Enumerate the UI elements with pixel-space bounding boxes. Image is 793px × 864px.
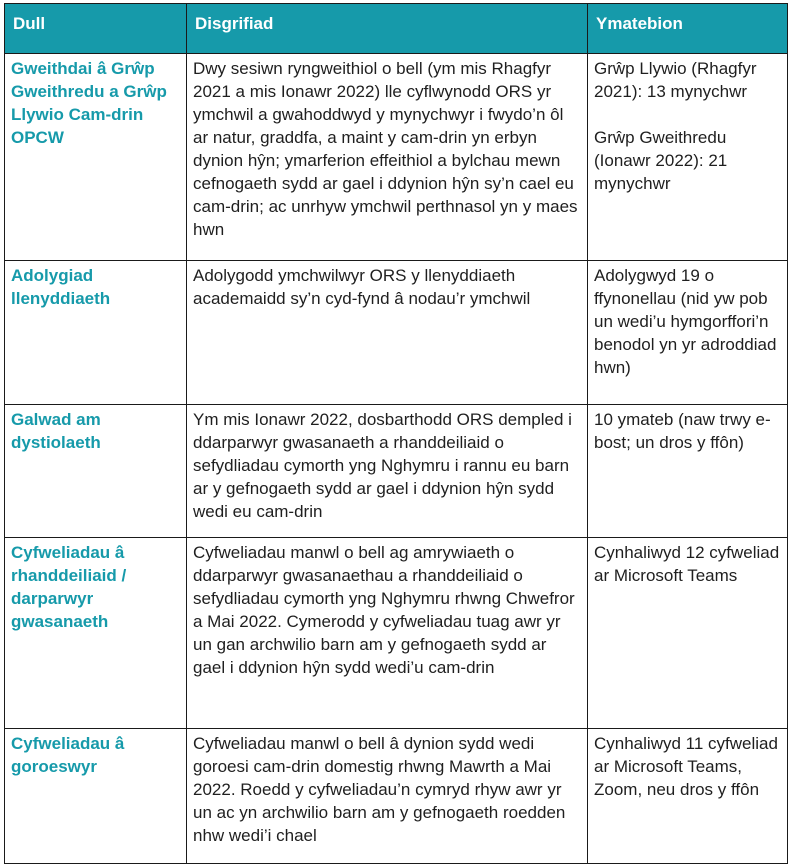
responses-cell: [588, 54, 788, 261]
response-text: Grŵp Gweithredu (Ionawr 2022): 21 mynychwr: [594, 128, 728, 193]
description-cell: Cyfweliadau manwl o bell ag amrywiaeth o ddarparwyr gwasanaethau a rhanddeiliaid o sefydliadau cymorth yng Nghymru rhwng Chwefror a Mai 2022. Cymerodd y cyfweliadau tuag awr yr un gan archwilio barn am y gefnogaeth sydd ar gael i ddynion hŷn sydd wedi’u cam-drin: [187, 538, 588, 729]
table-row: [5, 405, 788, 538]
header-responses: Ymatebion: [588, 4, 788, 54]
table-header: [5, 4, 788, 54]
responses-cell: [588, 729, 788, 864]
header-method: Dull: [5, 4, 187, 54]
description-cell: Ym mis Ionawr 2022, dosbarthodd ORS dempled i ddarparwyr gwasanaeth a rhanddeiliaid o sefydliadau cymorth yng Nghymru i rannu eu barn ar y gefnogaeth sydd ar gael i ddynion hŷn sydd wedi eu cam-drin: [187, 405, 588, 538]
header-description: Disgrifiad: [187, 4, 588, 54]
responses-cell: [588, 261, 788, 405]
description-cell: Dwy sesiwn ryngweithiol o bell (ym mis Rhagfyr 2021 a mis Ionawr 2022) lle cyflwynodd ORS yr ymchwil a gwahoddwyd y mynychwyr i fwydo’n ôl ar natur, graddfa, a maint y cam-drin yn erbyn dynion hŷn; ymarferion effeithiol a bylchau mewn cefnogaeth sydd ar gael i ddynion hŷn sy’n cael eu cam-drin; ac unrhyw ymchwil perthnasol yn y maes hwn: [187, 54, 588, 261]
responses-cell: [588, 405, 788, 538]
method-cell: Cyfweliadau â rhanddeiliaid / darparwyr gwasanaeth: [5, 538, 187, 729]
description-cell: Adolygodd ymchwilwyr ORS y llenyddiaeth academaidd sy’n cyd-fynd â nodau’r ymchwil: [187, 261, 588, 405]
table-body: [5, 54, 788, 864]
method-cell: Galwad am dystiolaeth: [5, 405, 187, 538]
table-row: [5, 261, 788, 405]
document-page: [4, 3, 787, 864]
description-cell: Cyfweliadau manwl o bell â dynion sydd wedi goroesi cam-drin domestig rhwng Mawrth a Mai 2022. Roedd y cyfweliadau’n cymryd rhyw awr yr un ac yn archwilio barn am y gefnogaeth roedden nhw wedi’i chael: [187, 729, 588, 864]
response-text: Cynhaliwyd 11 cyfweliad ar Microsoft Teams, Zoom, neu dros y ffôn: [594, 734, 778, 799]
response-text: 10 ymateb (naw trwy e-bost; un dros y ffôn): [594, 410, 771, 452]
response-text: Cynhaliwyd 12 cyfweliad ar Microsoft Teams: [594, 543, 780, 585]
responses-cell: [588, 538, 788, 729]
method-cell: Cyfweliadau â goroeswyr: [5, 729, 187, 864]
response-text: Grŵp Llywio (Rhagfyr 2021): 13 mynychwr: [594, 59, 757, 101]
method-cell: Gweithdai â Grŵp Gweithredu a Grŵp Llywio Cam-drin OPCW: [5, 54, 187, 261]
response-text: Adolygwyd 19 o ffynonellau (nid yw pob un wedi’u hymgorffori’n benodol yn yr adroddiad hwn): [594, 266, 777, 377]
methods-table: [4, 3, 788, 864]
table-row: [5, 729, 788, 864]
table-row: [5, 538, 788, 729]
method-cell: Adolygiad llenyddiaeth: [5, 261, 187, 405]
table-row: [5, 54, 788, 261]
header-row: [5, 4, 788, 54]
